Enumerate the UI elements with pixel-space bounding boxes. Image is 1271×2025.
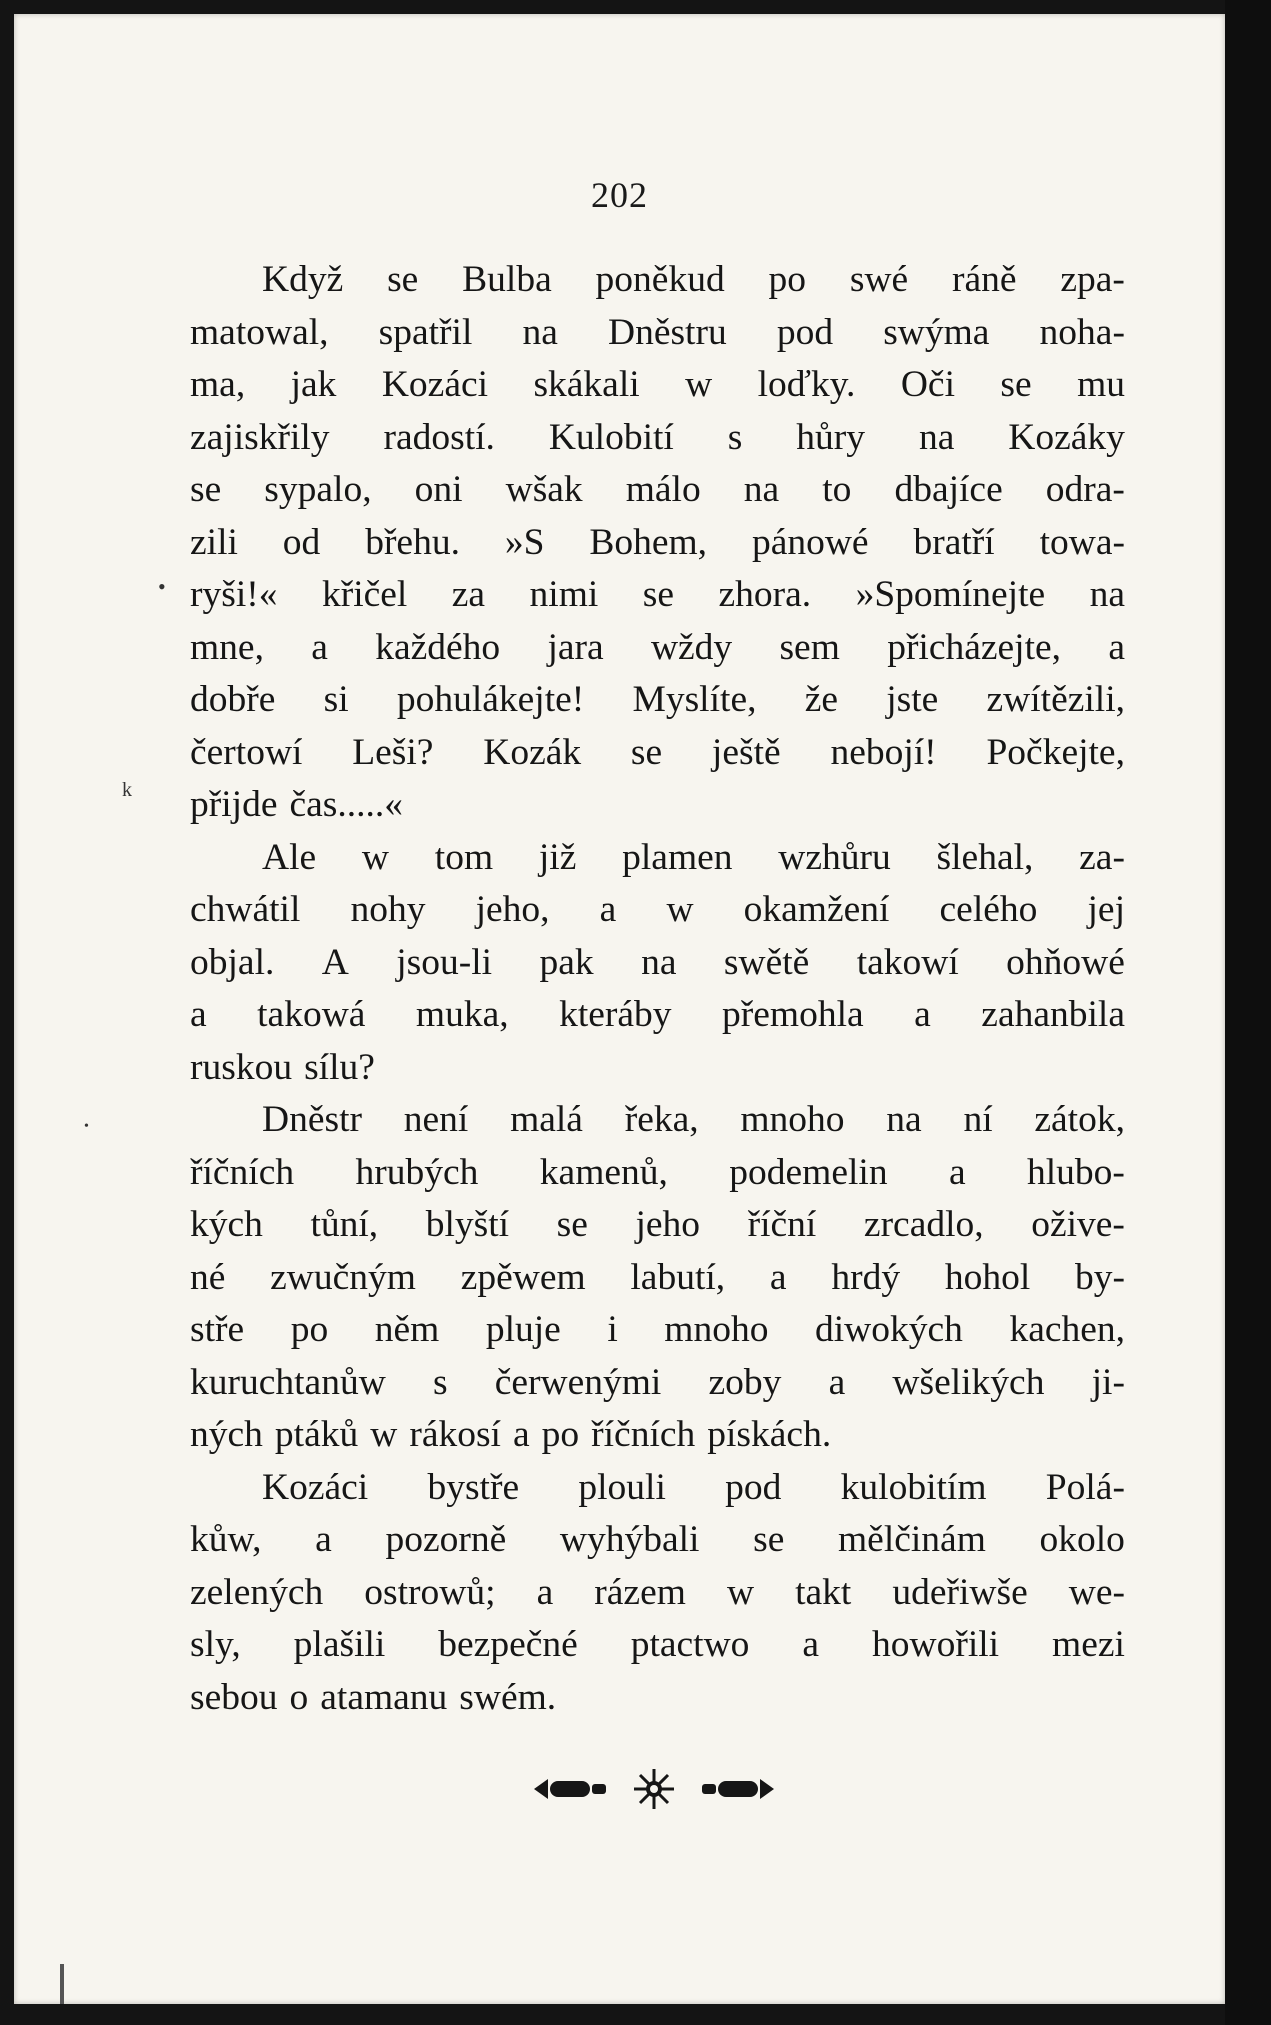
- text-line: dobře si pohulákejte! Myslíte, že jste zwítězili,: [190, 679, 1125, 720]
- text-line: ma, jak Kozáci skákali w loďky. Oči se mu: [190, 364, 1125, 405]
- text-line: stře po něm pluje i mnoho diwokých kachen,: [190, 1309, 1125, 1350]
- text-line: sebou o atamanu swém.: [190, 1676, 557, 1718]
- text-line: zelených ostrowů; a rázem w takt udeřiwše we-: [190, 1571, 1125, 1613]
- text-line: mne, a každého jara wždy sem přicházejte, a: [190, 626, 1125, 668]
- text-line: říčních hrubých kamenů, podemelin a hlubo-: [190, 1151, 1125, 1193]
- paragraph: [190, 832, 1125, 1095]
- text-line: čertowí Leši? Kozák se ještě nebojí! Počkejte,: [190, 731, 1125, 773]
- text-line: se sypalo, oni wšak málo na to dbajíce odra-: [190, 469, 1125, 510]
- text-line: ryši!« křičel za nimi se zhora. »Spomínejte na: [190, 574, 1125, 615]
- paragraph: [190, 1462, 1125, 1725]
- paragraph: [190, 1094, 1125, 1462]
- margin-mark: k: [122, 779, 132, 801]
- text-line: Když se Bulba poněkud po swé ráně zpa-: [262, 259, 1125, 300]
- page-number: 202: [591, 175, 648, 215]
- scan-border: [1225, 0, 1271, 2025]
- text-line: a takowá muka, kteráby přemohla a zahanbila: [190, 994, 1125, 1035]
- text-line: přijde čas.....«: [190, 784, 403, 825]
- text-line: zajiskřily radostí. Kulobití s hůry na Kozáky: [190, 416, 1125, 458]
- text-line: ných ptáků w rákosí a po říčních pískách.: [190, 1414, 832, 1455]
- text-line: objal. A jsou-li pak na swětě takowí ohňowé: [190, 941, 1125, 983]
- text-line: Ale w tom již plamen wzhůru šlehal, za-: [262, 836, 1125, 878]
- margin-dot: •: [84, 1119, 89, 1134]
- body-text: [190, 254, 1125, 1724]
- text-line: kůw, a pozorně wyhýbali se mělčinám okolo: [190, 1519, 1125, 1560]
- text-line: kuruchtanůw s čerwenými zoby a wšelikých ji-: [190, 1361, 1125, 1403]
- text-line: né zwučným zpěwem labutí, a hrdý hohol by-: [190, 1256, 1125, 1298]
- paragraph: [190, 254, 1125, 832]
- stray-mark: [60, 1964, 64, 2004]
- margin-dot: •: [158, 574, 166, 599]
- text-line: Kozáci bystře plouli pod kulobitím Polá-: [262, 1466, 1125, 1508]
- text-line: ruskou sílu?: [190, 1046, 375, 1088]
- text-line: sly, plašili bezpečné ptactwo a howořili mezi: [190, 1624, 1125, 1665]
- book-page: [14, 14, 1225, 2004]
- text-line: Dněstr není malá řeka, mnoho na ní zátok,: [262, 1099, 1125, 1140]
- fleuron-ornament: [534, 1769, 774, 1809]
- text-line: zili od břehu. »S Bohem, pánowé bratří towa-: [190, 521, 1125, 563]
- text-line: matowal, spatřil na Dněstru pod swýma noha-: [190, 311, 1125, 353]
- text-line: chwátil nohy jeho, a w okamžení celého jej: [190, 889, 1125, 930]
- text-line: kých tůní, blyští se jeho říční zrcadlo, ožive-: [190, 1204, 1125, 1245]
